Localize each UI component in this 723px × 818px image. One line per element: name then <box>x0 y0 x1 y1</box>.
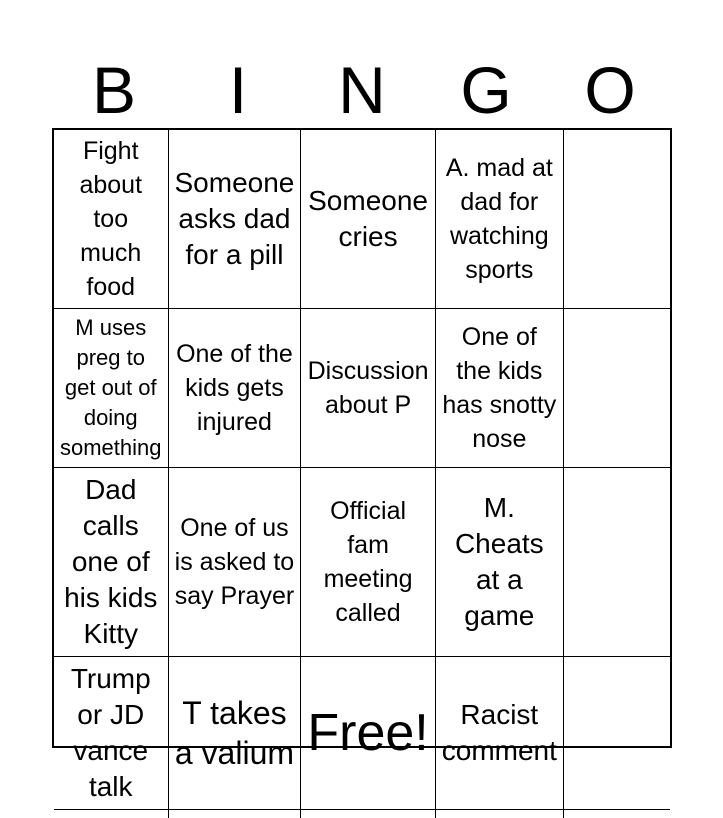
bingo-cell[interactable] <box>301 130 435 309</box>
bingo-cell[interactable] <box>169 130 302 309</box>
bingo-cell[interactable] <box>436 657 564 810</box>
header-letter-g: G <box>460 53 512 127</box>
bingo-cell[interactable] <box>301 810 435 818</box>
bingo-cell[interactable] <box>564 309 670 468</box>
bingo-cell[interactable] <box>436 130 564 309</box>
cell-text: One of the kids has snotty nose <box>442 323 557 453</box>
cell-text: M uses preg to get out of doing something <box>60 315 162 460</box>
cell-text: Someone cries <box>308 185 428 252</box>
bingo-cell[interactable] <box>169 810 302 818</box>
cell-text: T takes a valium <box>174 695 295 771</box>
header-letter-b: B <box>91 53 137 127</box>
bingo-cell[interactable] <box>564 468 670 657</box>
free-space-text: Free! <box>307 704 429 762</box>
bingo-cell[interactable] <box>54 657 169 810</box>
cell-text: Trump or JD vance talk <box>70 663 151 802</box>
bingo-cell[interactable] <box>54 309 169 468</box>
bingo-cell[interactable] <box>564 130 670 309</box>
bingo-cell[interactable] <box>301 309 435 468</box>
bingo-header <box>52 52 672 128</box>
cell-text: Discussion about P <box>307 357 429 419</box>
bingo-grid <box>52 128 672 802</box>
bingo-cell[interactable] <box>169 309 302 468</box>
bingo-cell[interactable] <box>54 468 169 657</box>
cell-text: Dad calls one of his kids Kitty <box>64 474 158 649</box>
bingo-cell[interactable] <box>169 468 302 657</box>
bingo-cell[interactable] <box>54 130 169 309</box>
cell-text: Racist comment <box>441 699 557 766</box>
header-letter-i: I <box>228 53 248 127</box>
cell-text: One of the kids gets injured <box>176 340 293 436</box>
bingo-cell[interactable] <box>436 309 564 468</box>
header-letter-o: O <box>584 53 636 127</box>
bingo-cell[interactable] <box>169 657 302 810</box>
bingo-cell-free[interactable] <box>301 657 435 810</box>
cell-text: Official fam meeting called <box>323 497 413 627</box>
bingo-cell[interactable] <box>436 468 564 657</box>
bingo-cell[interactable] <box>564 810 670 818</box>
cell-text: Fight about too much food <box>79 137 143 301</box>
cell-text: M. Cheats at a game <box>454 492 544 631</box>
header-letter-n: N <box>338 53 386 127</box>
bingo-cell[interactable] <box>301 468 435 657</box>
cell-text: One of us is asked to say Prayer <box>174 514 295 610</box>
cell-text: Someone asks dad for a pill <box>174 167 295 270</box>
cell-text: A. mad at dad for watching sports <box>445 154 553 284</box>
bingo-cell[interactable] <box>436 810 564 818</box>
bingo-cell[interactable] <box>54 810 169 818</box>
bingo-cell[interactable] <box>564 657 670 810</box>
